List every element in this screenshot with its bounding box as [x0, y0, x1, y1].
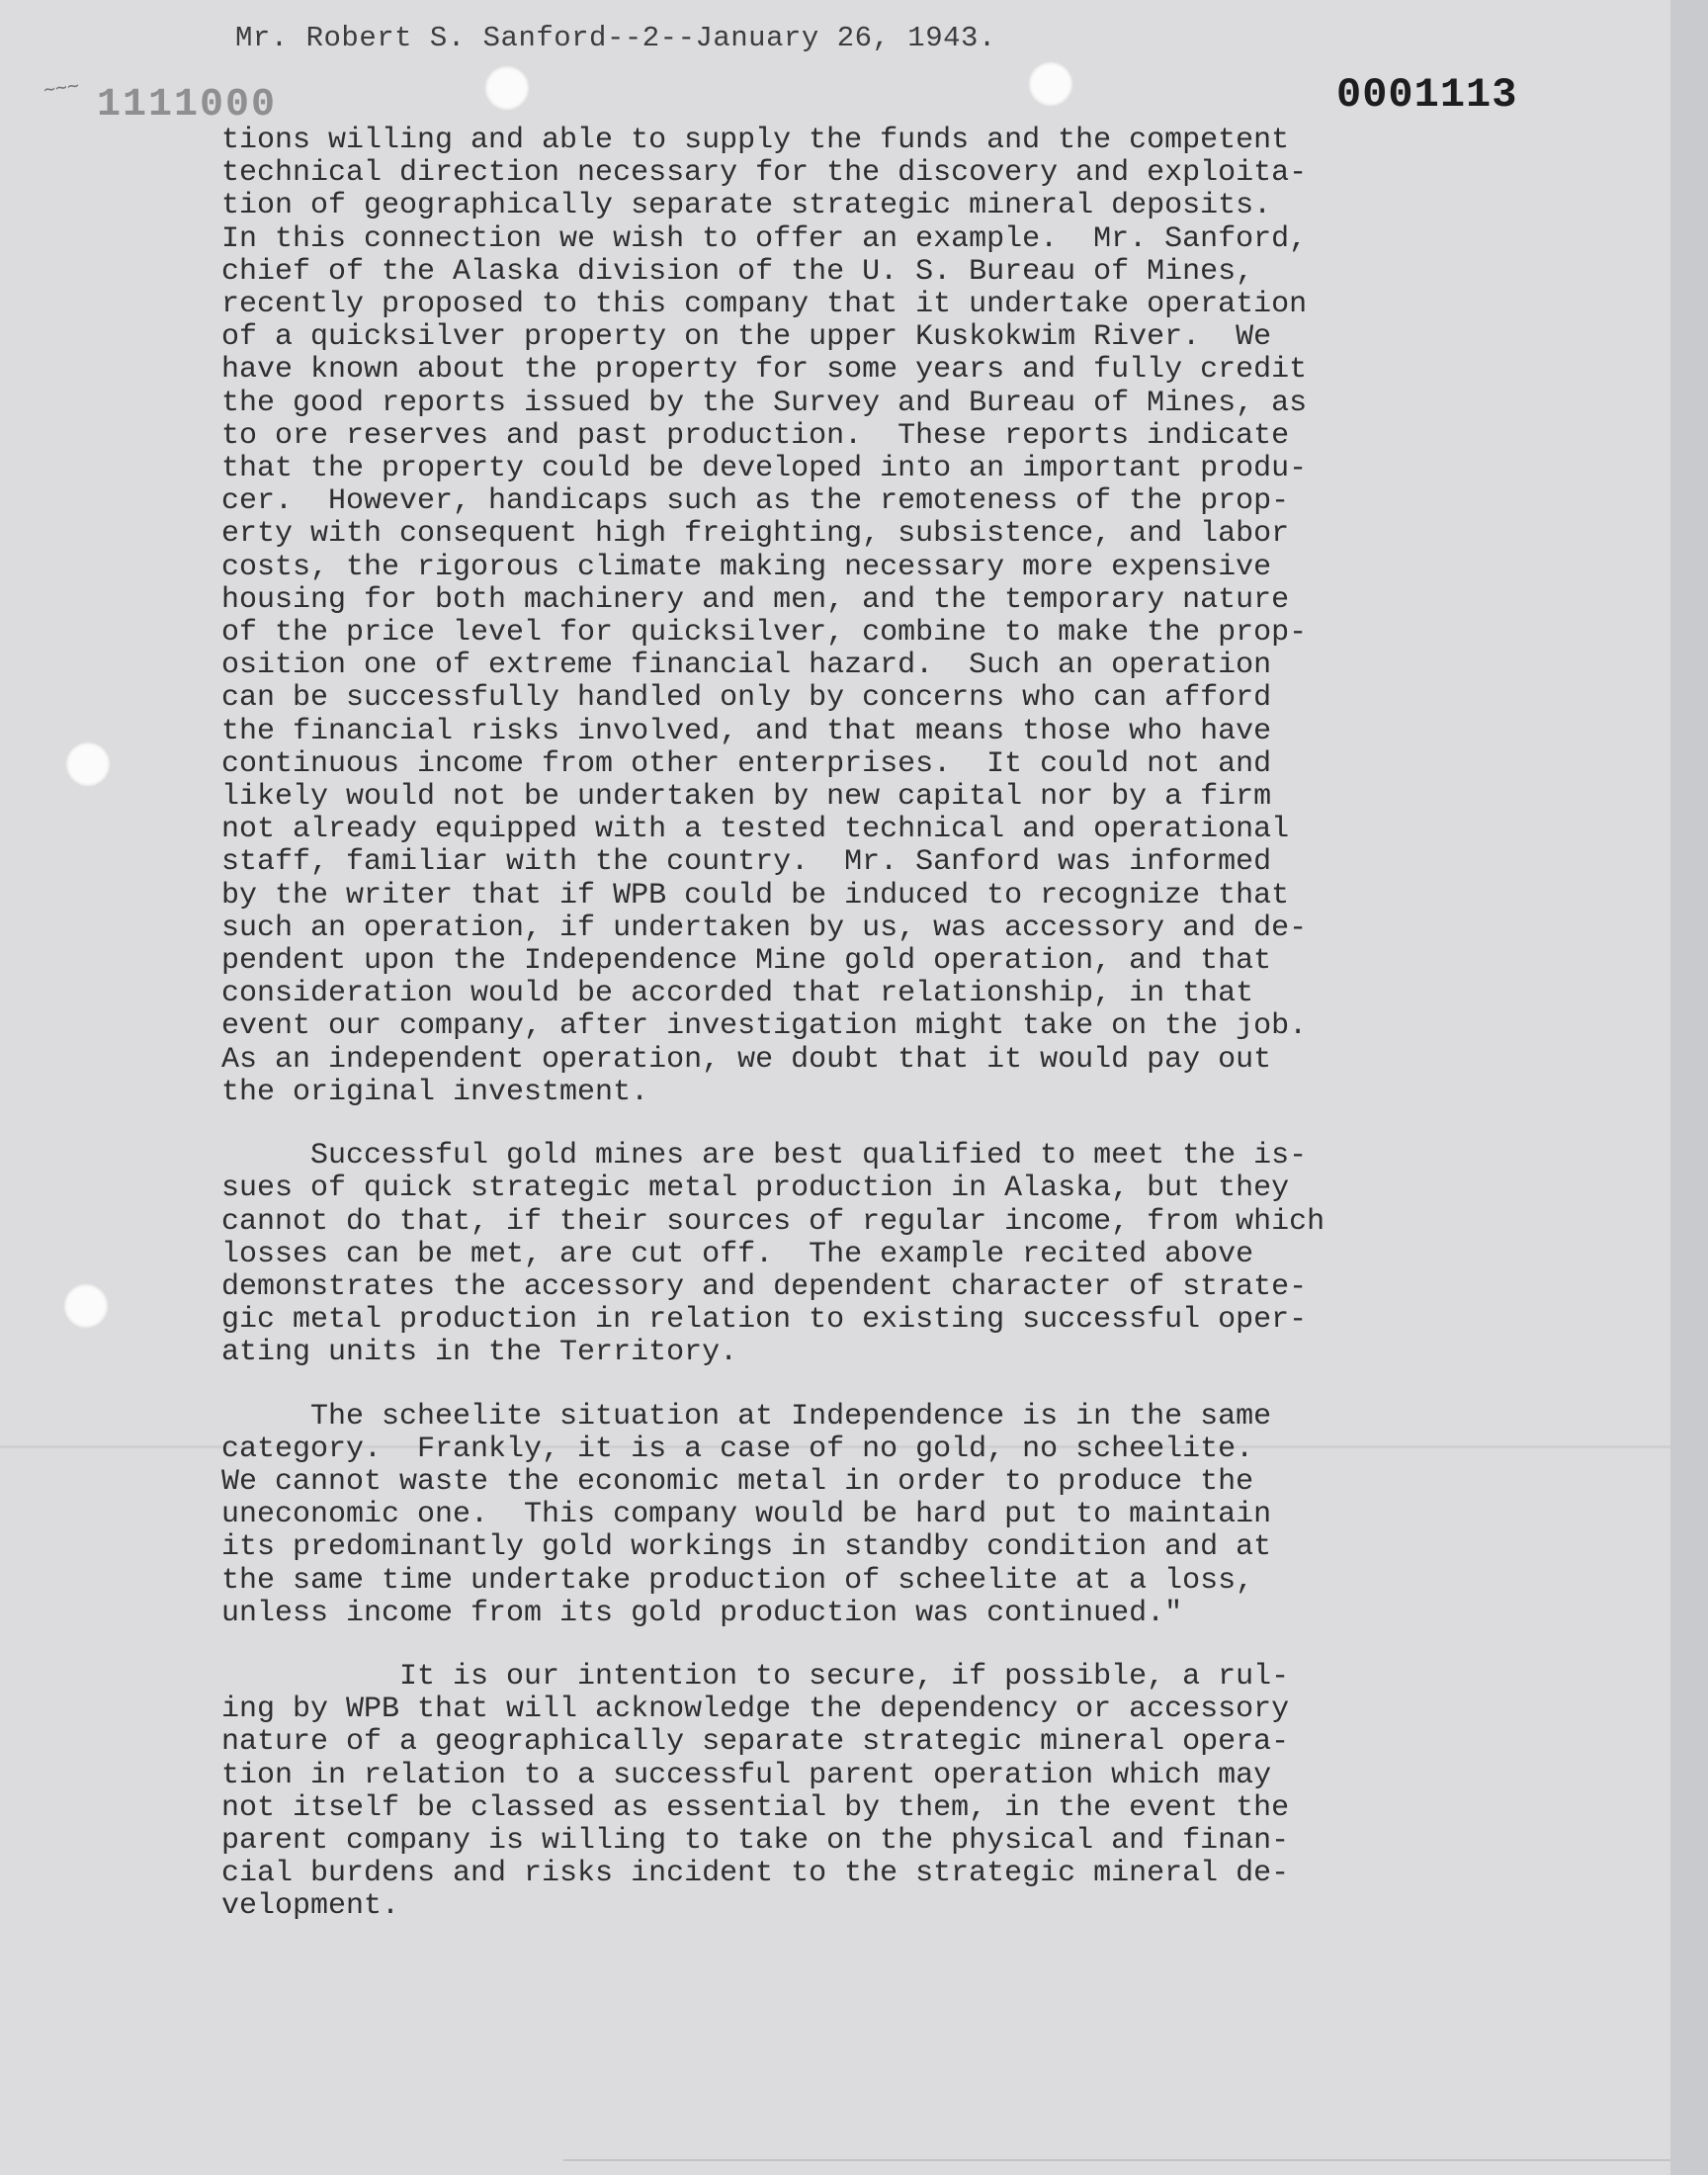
text-line: uneconomic one. This company would be hard put to maintain [221, 1498, 1272, 1532]
punch-hole-side-lower [63, 1283, 109, 1329]
text-line: nature of a geographically separate strategic mineral opera- [221, 1725, 1290, 1760]
text-line: consideration would be accorded that relationship, in that [221, 977, 1254, 1011]
text-line: not already equipped with a tested technical and operational [221, 813, 1290, 847]
text-line: It is our intention to secure, if possible, a rul- [221, 1659, 1290, 1694]
text-line: tions willing and able to supply the funds and the competent [221, 124, 1290, 157]
text-line: cannot do that, if their sources of regular income, from which [221, 1204, 1325, 1239]
punch-hole-top-left [484, 65, 530, 111]
text-line: staff, familiar with the country. Mr. Sanford was informed [221, 845, 1272, 880]
text-line: continuous income from other enterprises. It could not and [221, 746, 1272, 781]
stamp-number-right: 0001113 [1336, 71, 1518, 119]
text-line: cial burdens and risks incident to the strategic mineral de- [221, 1857, 1290, 1891]
text-line: velopment. [221, 1889, 400, 1924]
text-line: by the writer that if WPB could be induced to recognize that [221, 878, 1290, 913]
paragraph-1 [221, 125, 1467, 1109]
text-line: tion of geographically separate strategic mineral deposits. [221, 189, 1272, 223]
text-line: of the price level for quicksilver, combine to make the prop- [221, 616, 1308, 651]
text-line: likely would not be undertaken by new capital nor by a firm [221, 780, 1272, 815]
text-line: housing for both machinery and men, and the temporary nature [221, 582, 1290, 617]
text-line: tion in relation to a successful parent operation which may [221, 1758, 1272, 1792]
text-line: parent company is willing to take on the physical and finan- [221, 1823, 1290, 1858]
paragraph-3 [221, 1401, 1467, 1630]
text-line: its predominantly gold workings in standby condition and at [221, 1530, 1272, 1565]
text-line: can be successfully handled only by concerns who can afford [221, 681, 1272, 716]
text-line: ing by WPB that will acknowledge the dependency or accessory [221, 1693, 1290, 1727]
punch-hole-top-right [1028, 61, 1073, 107]
text-line: to ore reserves and past production. These reports indicate [221, 418, 1290, 453]
text-line: In this connection we wish to offer an example. Mr. Sanford, [221, 221, 1308, 256]
text-line: sues of quick strategic metal production in Alaska, but they [221, 1172, 1290, 1206]
text-line: unless income from its gold production was continued." [221, 1596, 1183, 1630]
paragraph-4 [221, 1661, 1467, 1924]
pencil-mark-icon: ∼∼∼ [42, 75, 81, 104]
text-line: have known about the property for some years and fully credit [221, 353, 1308, 388]
paragraph-gap [221, 1370, 1467, 1401]
text-line: As an independent operation, we doubt that it would pay out [221, 1042, 1272, 1077]
text-line: demonstrates the accessory and dependent character of strate- [221, 1269, 1308, 1304]
text-line: the financial risks involved, and that means those who have [221, 714, 1272, 748]
text-line: such an operation, if undertaken by us, was accessory and de- [221, 911, 1308, 945]
text-line: chief of the Alaska division of the U. S. Bureau of Mines, [221, 254, 1254, 289]
text-line: the good reports issued by the Survey and Bureau of Mines, as [221, 386, 1308, 420]
text-line: pendent upon the Independence Mine gold operation, and that [221, 944, 1272, 979]
text-line: losses can be met, are cut off. The example recited above [221, 1237, 1254, 1271]
text-line: that the property could be developed into an important produ- [221, 452, 1308, 486]
paragraph-gap [221, 1630, 1467, 1661]
text-line: category. Frankly, it is a case of no gold, no scheelite. [221, 1432, 1254, 1466]
text-line: of a quicksilver property on the upper Kuskokwim River. We [221, 320, 1272, 355]
text-line: The scheelite situation at Independence is in the same [221, 1399, 1272, 1434]
punch-hole-side-upper [65, 741, 111, 787]
text-line: the same time undertake production of scheelite at a loss, [221, 1563, 1254, 1598]
paragraph-gap [221, 1109, 1467, 1140]
text-line: the original investment. [221, 1075, 649, 1109]
text-line: We cannot waste the economic metal in order to produce the [221, 1464, 1254, 1499]
letter-body [221, 125, 1467, 1924]
text-line: event our company, after investigation might take on the job. [221, 1009, 1308, 1044]
page-header: Mr. Robert S. Sanford--2--January 26, 1943. [235, 22, 996, 54]
text-line: cer. However, handicaps such as the remoteness of the prop- [221, 484, 1290, 519]
text-line: not itself be classed as essential by them, in the event the [221, 1790, 1290, 1825]
text-line: Successful gold mines are best qualified to meet the is- [221, 1139, 1308, 1174]
text-line: erty with consequent high freighting, subsistence, and labor [221, 517, 1290, 552]
text-line: ating units in the Territory. [221, 1336, 738, 1370]
paragraph-2 [221, 1140, 1467, 1369]
stamp-number-left: 1111000 [97, 83, 278, 128]
text-line: osition one of extreme financial hazard. Such an operation [221, 649, 1272, 683]
page-edge-line [563, 2159, 1670, 2161]
text-line: recently proposed to this company that it undertake operation [221, 288, 1308, 322]
text-line: technical direction necessary for the discovery and exploita- [221, 156, 1308, 191]
text-line: costs, the rigorous climate making necessary more expensive [221, 550, 1272, 584]
text-line: gic metal production in relation to existing successful oper- [221, 1303, 1308, 1338]
